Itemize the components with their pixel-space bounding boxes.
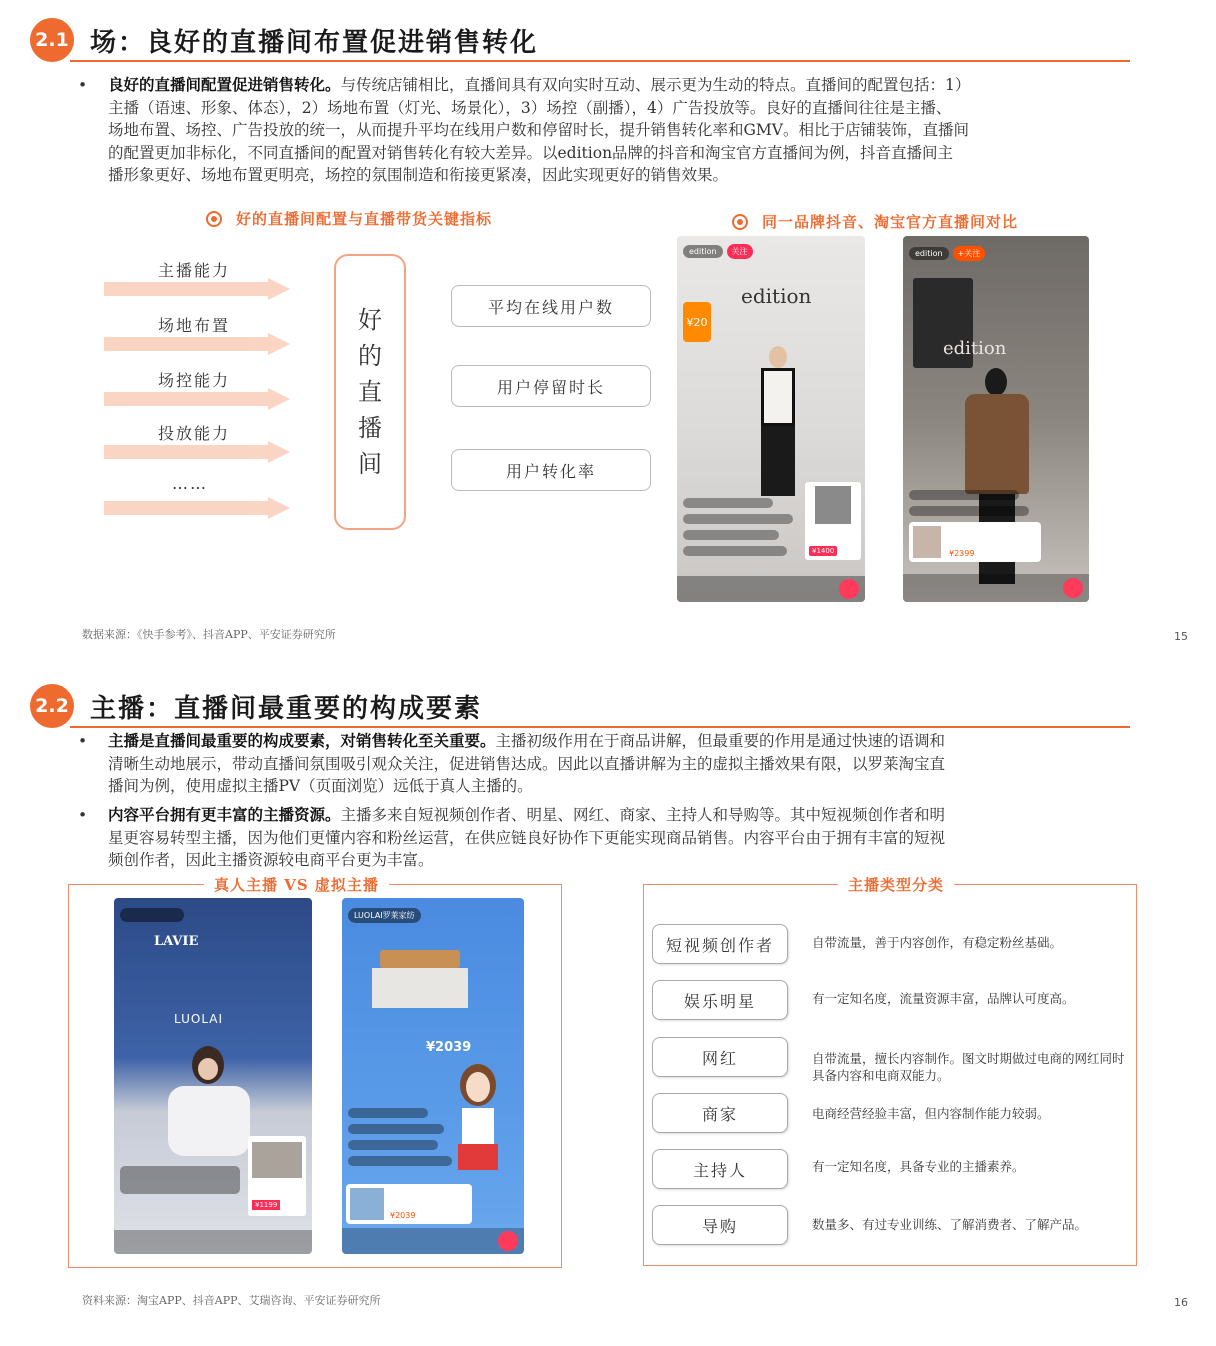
bullet-text: 星更容易转型主播，因为他们更懂内容和粉丝运营，在供应链良好协作下更能实现商品销售。内容平台由于拥有丰富的短视 (108, 828, 946, 847)
bullet-text: 的配置更加非标化，不同直播间的配置对销售转化有较大差异。以edition品牌的抖音和淘宝官方直播间为例，抖音直播间主 (108, 143, 954, 162)
section-title: 主播：直播间最重要的构成要素 (90, 694, 483, 724)
host-type: 导购 (652, 1205, 788, 1245)
real-host-screenshot (114, 898, 312, 1254)
factor-label: 主播能力 (158, 261, 231, 280)
host-type-desc: 数量多、有过专业训练、了解消费者、了解产品。 (812, 1217, 1088, 1232)
virtual-host-screenshot (342, 898, 524, 1254)
host-type: 娱乐明星 (652, 980, 788, 1020)
douyin-live-screenshot (677, 236, 865, 602)
page-number: 16 (1174, 1296, 1188, 1309)
like-icon (1063, 578, 1083, 598)
follow-button: 关注 (727, 244, 753, 259)
bullet-text: 场地布置、场控、广告投放的统一，从而提升平均在线用户数和停留时长，提升销售转化率和GMV。相比于店铺装饰，直播间 (108, 121, 969, 139)
factor-label: 场控能力 (158, 371, 231, 390)
compare-title-text: 同一品牌抖音、淘宝官方直播间对比 (762, 213, 1019, 231)
bullet-text: 与传统店铺相比，直播间具有双向实时互动、展示更为生动的特点。直播间的配置包括：1） (340, 76, 971, 94)
streamer-name: edition (909, 247, 949, 260)
product-card (248, 1136, 306, 1216)
host-type: 网红 (652, 1037, 788, 1077)
product-price: ¥1199 (252, 1200, 280, 1210)
arrow-icon (104, 278, 290, 300)
section1-bullet: • 良好的直播间配置促进销售转化。与传统店铺相比，直播间具有双向实时互动、展示更为生动的特点。直播间的配置包括：1） 主播（语速、形象、体态），2）场地布置（灯光、场景化），3）场控（副播），4）广告投放等。良好的直播间往往是主播、 场地布置、场控、广告投放的统一，从而提升平均在线用户数和停留时长，提升销售转化率和GMV。相比于店铺装饰，直播间 的配置更加非标化，不同直播间的配置对销售转化有较大差异。以edition品牌的抖音和淘宝官方直播间为例，抖音直播间主 播形象更好、场地布置更明亮，场控的氛围制造和衔接更紧凑，因此实现更好的销售效果。 (108, 74, 1138, 187)
host-type: 主持人 (652, 1149, 788, 1189)
brand-logo: edition (741, 284, 812, 308)
bullet-text: 播形象更好、场地布置更明亮，场控的氛围制造和衔接更紧凑，因此实现更好的销售效果。 (108, 166, 729, 184)
streamer-name: LUOLAI罗莱家纺 (348, 908, 421, 923)
factor-label: 投放能力 (158, 424, 231, 443)
source-note: 资料来源：淘宝APP、抖音APP、艾瑞咨询、平安证券研究所 (82, 1294, 381, 1307)
bullet-bold: 主播是直播间最重要的构成要素，对销售转化至关重要。 (108, 731, 496, 750)
product-card (346, 1184, 472, 1224)
gift-icon (839, 579, 859, 599)
section-rule (70, 726, 1130, 728)
center-char: 间 (358, 450, 382, 478)
host-figure (164, 1046, 254, 1166)
product-price: ¥2039 (426, 1040, 472, 1055)
diagram-title-text: 好的直播间配置与直播带货关键指标 (236, 210, 493, 228)
factor-label: 场地布置 (158, 316, 231, 335)
diagram-title (206, 208, 492, 229)
metric-box: 用户转化率 (451, 449, 651, 491)
center-box (334, 254, 406, 530)
product-price: ¥2039 (390, 1211, 416, 1220)
product-card (909, 522, 1041, 562)
taobao-live-screenshot (903, 236, 1089, 602)
host-type-desc: 有一定知名度，流量资源丰富，品牌认可度高。 (812, 991, 1075, 1006)
bed-image (372, 950, 468, 1010)
center-char: 播 (358, 414, 382, 442)
section-badge: 2.2 (30, 684, 74, 728)
target-icon (206, 211, 222, 227)
section2-bullet-2: • 内容平台拥有更丰富的主播资源。主播多来自短视频创作者、明星、网红、商家、主持人和导购等。其中短视频创作者和明 星更容易转型主播，因为他们更懂内容和粉丝运营，在供应链良好协作下更能实现商品销售。内容平台由于拥有丰富的短视 频创作者，因此主播资源较电商平台更为丰富。 (108, 804, 1138, 872)
product-price: ¥2399 (949, 549, 975, 558)
center-char: 的 (358, 342, 382, 370)
center-char: 直 (358, 378, 382, 406)
bullet-bold: 良好的直播间配置促进销售转化。 (108, 75, 341, 94)
product-price: ¥1400 (809, 546, 837, 556)
host-type-desc: 电商经营经验丰富，但内容制作能力较弱。 (812, 1106, 1050, 1121)
host-type-desc: 自带流量，善于内容创作，有稳定粉丝基础。 (812, 935, 1063, 950)
bullet-text: 主播多来自短视频创作者、明星、网红、商家、主持人和导购等。其中短视频创作者和明 (340, 806, 946, 824)
host-type: 短视频创作者 (652, 924, 788, 964)
page-number: 15 (1174, 630, 1188, 643)
metric-box: 平均在线用户数 (451, 285, 651, 327)
like-icon (498, 1231, 518, 1251)
compare-title (732, 211, 1018, 232)
source-note: 数据来源：《快手参考》、抖音APP、平安证券研究所 (82, 628, 336, 641)
coupon-badge: ¥20 (683, 302, 711, 342)
panel-title: 主播类型分类 (838, 874, 954, 895)
bullet-text: 主播初级作用在于商品讲解，但最重要的作用是通过快速的语调和 (495, 732, 946, 750)
bullet-text: 清晰生动地展示，带动直播间氛围吸引观众关注，促进销售达成。因此以直播讲解为主的虚拟主播效果有限，以罗莱淘宝直 (108, 754, 946, 773)
arrow-icon (104, 441, 290, 463)
bullet-bold: 内容平台拥有更丰富的主播资源。 (108, 805, 341, 824)
factor-label: …… (172, 474, 208, 493)
follow-button: +关注 (953, 246, 986, 261)
bullet-text: 主播（语速、形象、体态），2）场地布置（灯光、场景化），3）场控（副播），4）广告投放等。良好的直播间往往是主播、 (108, 98, 952, 117)
section-badge: 2.1 (30, 18, 74, 62)
host-type-desc: 自带流量，擅长内容制作。图文时期做过电商的网红同时具备内容和电商双能力。 (812, 1051, 1125, 1083)
brand-logo: edition (943, 338, 1007, 359)
section-rule (70, 60, 1130, 62)
target-icon (732, 214, 748, 230)
product-card (805, 482, 861, 560)
brand-banner: LAVIE (154, 934, 199, 949)
bullet-text: 播间为例，使用虚拟主播PV（页面浏览）远低于真人主播的。 (108, 777, 533, 795)
arrow-icon (104, 497, 290, 519)
panel-title: 真人主播 VS 虚拟主播 (204, 874, 389, 895)
arrow-icon (104, 333, 290, 355)
streamer-name: edition (683, 245, 723, 258)
section2-bullet-1: • 主播是直播间最重要的构成要素，对销售转化至关重要。主播初级作用在于商品讲解，但最重要的作用是通过快速的语调和 清晰生动地展示，带动直播间氛围吸引观众关注，促进销售达成。因此以直播讲解为主的虚拟主播效果有限，以罗莱淘宝直 播间为例，使用虚拟主播PV（页面浏览）远低于真人主播的。 (108, 730, 1138, 798)
bullet-text: 频创作者，因此主播资源较电商平台更为丰富。 (108, 851, 434, 869)
host-type-desc: 有一定知名度，具备专业的主播素养。 (812, 1159, 1025, 1174)
arrow-icon (104, 388, 290, 410)
brand-logo: LUOLAI (174, 1012, 224, 1026)
center-char: 好 (358, 306, 382, 334)
host-type: 商家 (652, 1093, 788, 1133)
metric-box: 用户停留时长 (451, 365, 651, 407)
section-title: 场：良好的直播间布置促进销售转化 (90, 28, 539, 58)
